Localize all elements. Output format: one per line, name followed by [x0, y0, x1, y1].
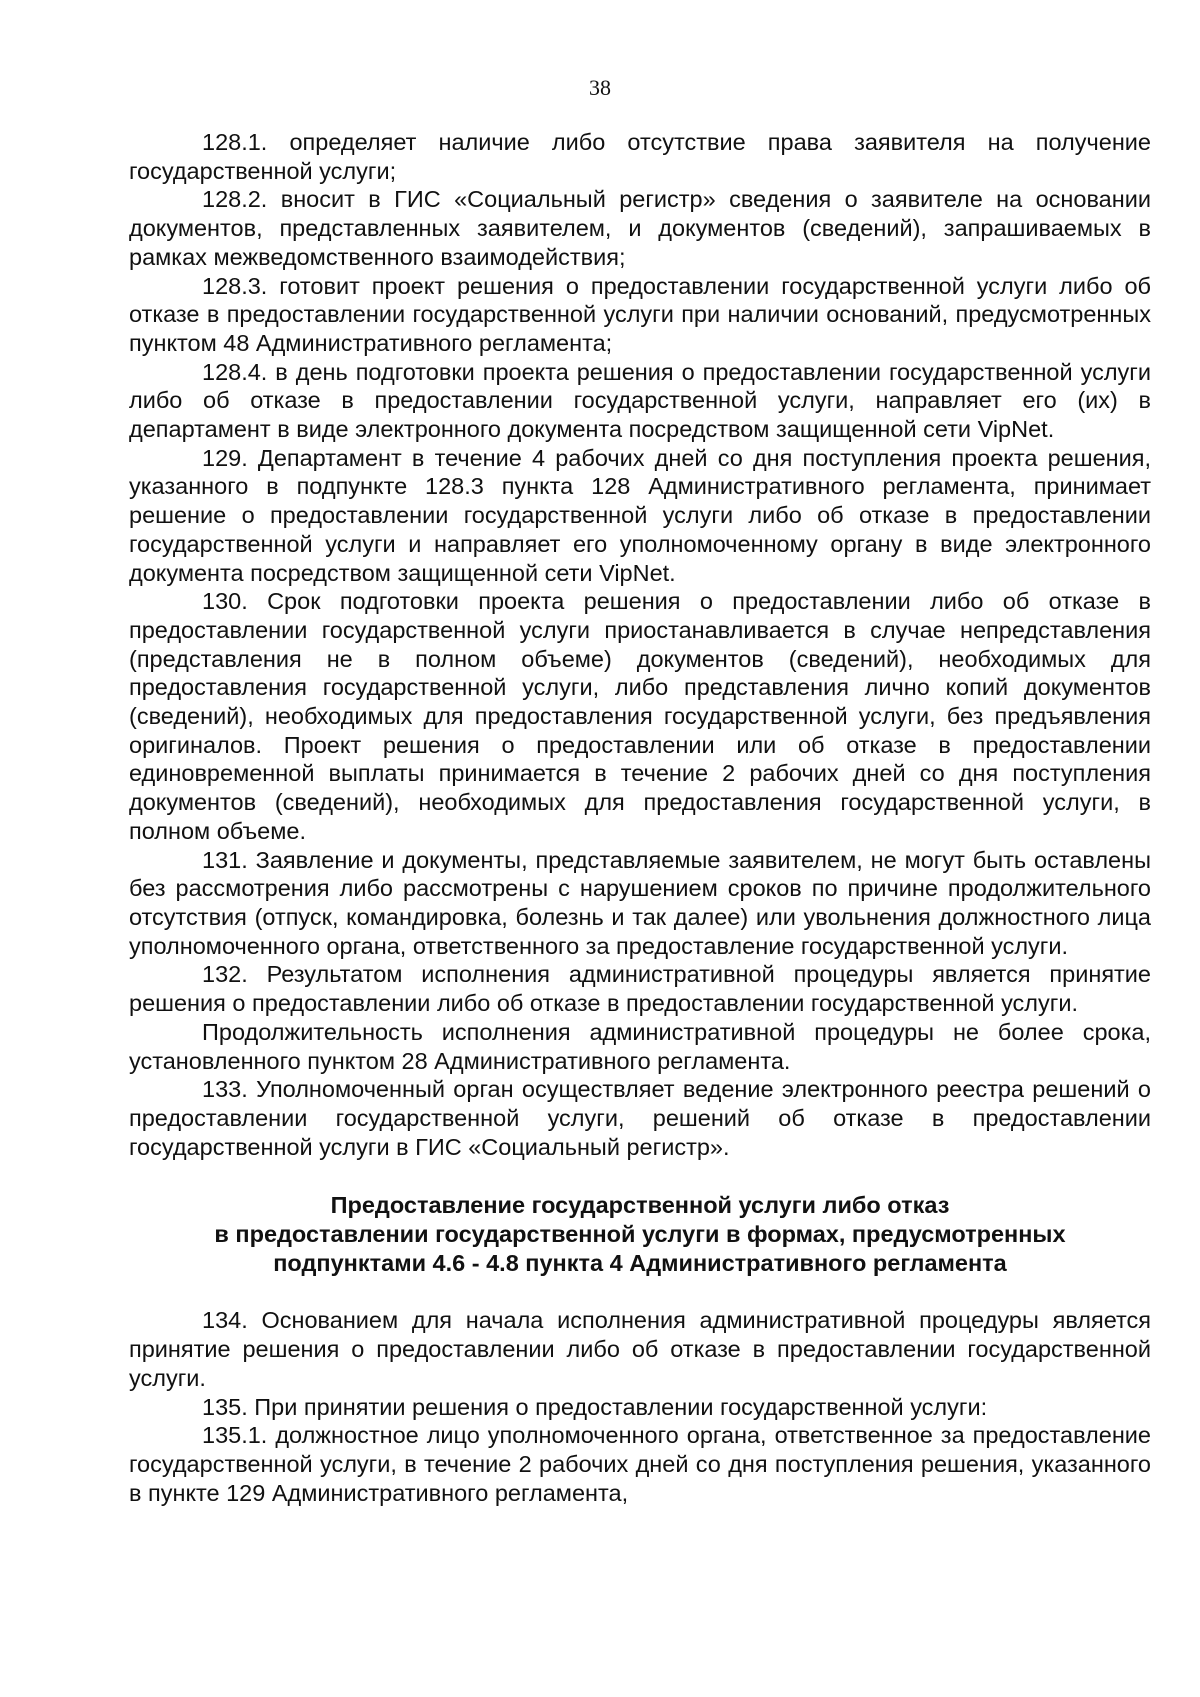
- section-heading-line: в предоставлении государственной услуги в формах, предусмотренных: [214, 1221, 1066, 1248]
- paragraph-131: 131. Заявление и документы, представляемые заявителем, не могут быть оставлены без рассмотрения либо рассмотрены с нарушением сроков по причине продолжительного отсутствия (отпуск, командировка, болезнь и так далее) или увольнения должностного лица уполномоченного органа, ответственного за предоставление государственной услуги.: [129, 846, 1151, 959]
- paragraph-135-1: 135.1. должностное лицо уполномоченного органа, ответственное за предоставление государственной услуги, в течение 2 рабочих дней со дня поступления решения, указанного в пункте 129 Административного регламента,: [129, 1422, 1151, 1506]
- paragraph-129: 129. Департамент в течение 4 рабочих дней со дня поступления проекта решения, указанного в подпункте 128.3 пункта 128 Административного регламента, принимает решение о предоставлении государственной услуги либо об отказе в предоставлении государственной услуги и направляет его уполномоченному органу в виде электронного документа посредством защищенной сети VipNet.: [129, 444, 1151, 586]
- paragraph-132-duration: Продолжительность исполнения административной процедуры не более срока, установленного пунктом 28 Административного регламента.: [129, 1018, 1151, 1074]
- page-number: 38: [589, 75, 611, 100]
- paragraph-128-1: 128.1. определяет наличие либо отсутствие права заявителя на получение государственной услуги;: [129, 129, 1151, 184]
- section-heading-line: подпунктами 4.6 - 4.8 пункта 4 Административного регламента: [273, 1249, 1007, 1276]
- paragraph-128-4: 128.4. в день подготовки проекта решения о предоставлении государственной услуги либо об отказе в предоставлении государственной услуги, направляет его (их) в департамент в виде электронного документа посредством защищенной сети VipNet.: [129, 358, 1151, 443]
- paragraph-135: 135. При принятии решения о предоставлении государственной услуги:: [202, 1393, 988, 1420]
- paragraph-134: 134. Основанием для начала исполнения административной процедуры является принятие решения о предоставлении либо об отказе в предоставлении государственной услуги.: [129, 1307, 1151, 1391]
- paragraph-128-3: 128.3. готовит проект решения о предоставлении государственной услуги либо об отказе в предоставлении государственной услуги при наличии оснований, предусмотренных пунктом 48 Административного регламента;: [129, 272, 1151, 356]
- paragraph-133: 133. Уполномоченный орган осуществляет ведение электронного реестра решений о предоставлении государственной услуги, решений об отказе в предоставлении государственной услуги в ГИС «Социальный регистр».: [129, 1076, 1151, 1160]
- section-heading: [129, 1191, 1151, 1277]
- paragraph-130: 130. Срок подготовки проекта решения о предоставлении либо об отказе в предоставлении государственной услуги приостанавливается в случае непредставления (представления не в полном объеме) документов (сведений), необходимых для предоставления государственной услуги, либо представления лично копий документов (сведений), необходимых для предоставления государственной услуги, без предъявления оригиналов. Проект решения о предоставлении или об отказе в предоставлении единовременной выплаты принимается в течение 2 рабочих дней со дня поступления документов (сведений), необходимых для предоставления государственной услуги, в полном объеме.: [129, 588, 1151, 844]
- section-heading-line: Предоставление государственной услуги либо отказ: [330, 1192, 950, 1219]
- document-body: [129, 128, 1151, 1507]
- paragraph-132: 132. Результатом исполнения административной процедуры является принятие решения о предоставлении либо об отказе в предоставлении государственной услуги.: [129, 961, 1151, 1017]
- paragraph-128-2: 128.2. вносит в ГИС «Социальный регистр» сведения о заявителе на основании документов, представленных заявителем, и документов (сведений), запрашиваемых в рамках межведомственного взаимодействия;: [129, 186, 1151, 270]
